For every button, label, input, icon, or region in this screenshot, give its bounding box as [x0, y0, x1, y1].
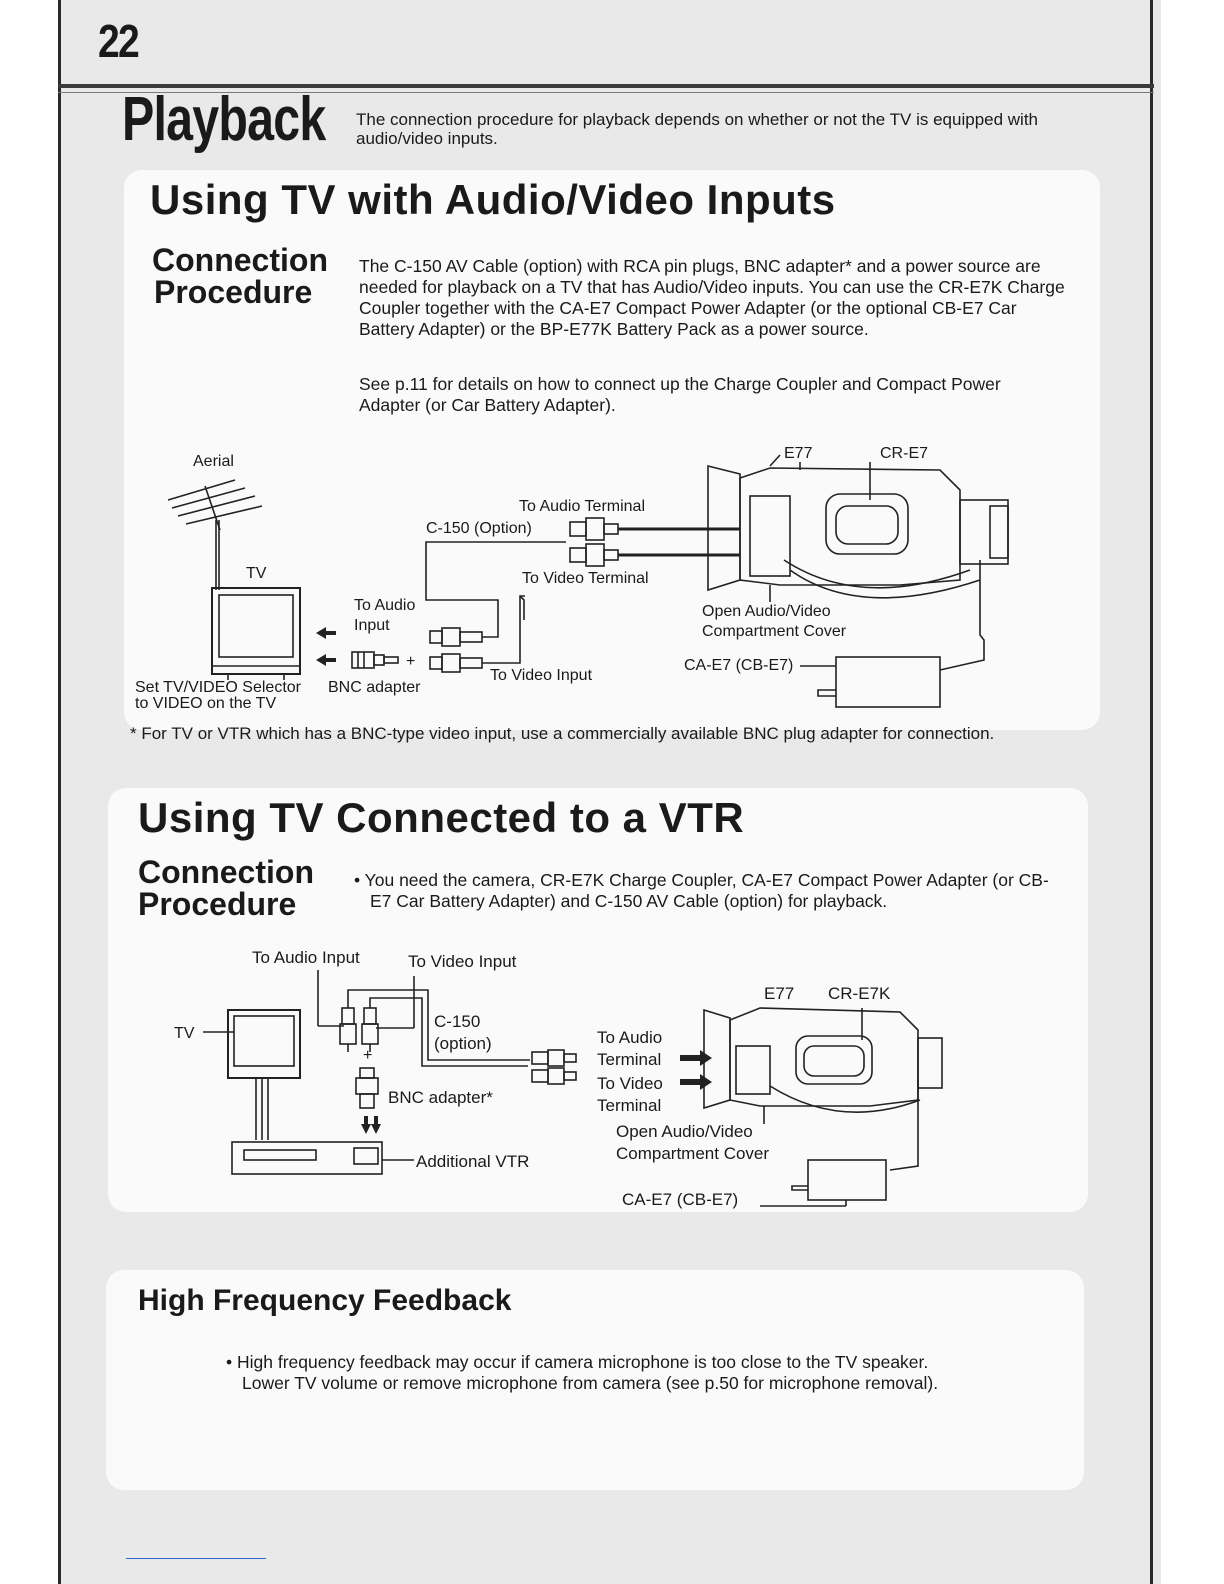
- label-vtr-open-cover-2: Compartment Cover: [616, 1144, 770, 1163]
- label-tv: TV: [246, 565, 267, 582]
- page-number: 22: [98, 15, 139, 67]
- heading-feedback: High Frequency Feedback: [138, 1284, 512, 1317]
- feedback-bullet: • High frequency feedback may occur if camera microphone is too close to the TV speaker. Lower TV volume or remove microphone from camera (see p.50 for microphone removal).: [226, 1352, 939, 1393]
- label-vtr-cr-e7k: CR-E7K: [828, 984, 891, 1003]
- label-vtr-ca-e7: CA-E7 (CB-E7): [622, 1190, 739, 1209]
- label-vtr-plus: +: [363, 1047, 373, 1064]
- label-vtr-to-video-2: Terminal: [597, 1096, 662, 1115]
- label-open-cover-2: Compartment Cover: [702, 623, 847, 640]
- av-paragraph-2: See p.11 for details on how to connect up the Charge Coupler and Compact Power Adapter (or Car Battery Adapter).: [359, 374, 1001, 415]
- label-to-video-terminal: To Video Terminal: [522, 570, 649, 587]
- page-intro: The connection procedure for playback depends on whether or not the TV is equipped with audio/video inputs.: [356, 110, 1039, 148]
- label-vtr-c150-1: C-150: [434, 1012, 481, 1031]
- power-adapter-icon: [760, 1160, 886, 1206]
- label-ca-e7: CA-E7 (CB-E7): [684, 657, 794, 674]
- label-to-audio-input-1: To Audio: [354, 597, 416, 614]
- heading-av-inputs: Using TV with Audio/Video Inputs: [150, 176, 836, 223]
- tv-icon: [203, 1010, 300, 1140]
- label-e77: E77: [784, 445, 813, 462]
- label-to-audio-terminal: To Audio Terminal: [519, 498, 645, 515]
- heading-vtr: Using TV Connected to a VTR: [138, 794, 745, 841]
- label-vtr-tv: TV: [174, 1025, 195, 1042]
- label-bnc-adapter: BNC adapter: [328, 679, 421, 696]
- label-to-audio-input-2: Input: [354, 617, 390, 634]
- label-vtr-c150-2: (option): [434, 1034, 492, 1053]
- subheading-procedure-2: Procedure: [138, 886, 297, 922]
- label-c150: C-150 (Option): [426, 520, 532, 537]
- arrow-icon: [680, 1050, 712, 1090]
- label-cr-e7: CR-E7: [880, 445, 929, 462]
- label-vtr-e77: E77: [764, 984, 795, 1003]
- label-open-cover-1: Open Audio/Video: [702, 603, 831, 620]
- label-vtr-to-audio-2: Terminal: [597, 1050, 662, 1069]
- footnote-bnc: * For TV or VTR which has a BNC-type video input, use a commercially available BNC plug adapter for connection.: [130, 724, 995, 743]
- label-plus: +: [406, 653, 416, 670]
- label-set-selector-2: to VIDEO on the TV: [135, 695, 277, 712]
- label-additional-vtr: Additional VTR: [416, 1152, 530, 1171]
- vtr-icon: [232, 1142, 414, 1174]
- av-paragraph-1: The C-150 AV Cable (option) with RCA pin plugs, BNC adapter* and a power source are needed for playback on a TV that has Audio/Video inputs. You can use the CR-E7K Charge Coupler together with the CA-E7 Compact Power Adapter (or the optional CB-E7 Car Battery Adapter) or the BP-E77K Battery Pack as a power source.: [359, 256, 1065, 339]
- subheading-connection: Connection: [152, 242, 328, 278]
- page-title: Playback: [122, 85, 326, 154]
- label-vtr-to-video-input: To Video Input: [408, 952, 517, 971]
- label-vtr-bnc: BNC adapter*: [388, 1088, 493, 1107]
- vtr-bullet: • You need the camera, CR-E7K Charge Coupler, CA-E7 Compact Power Adapter (or CB-E7 Car Battery Adapter) and C-150 AV Cable (option) for playback.: [354, 870, 1049, 911]
- rca-plug-icon: [532, 1050, 576, 1084]
- label-vtr-to-video-1: To Video: [597, 1074, 663, 1093]
- label-to-video-input: To Video Input: [490, 667, 593, 684]
- arrow-icon: [361, 1116, 381, 1134]
- label-set-selector-1: Set TV/VIDEO Selector: [135, 679, 301, 696]
- subheading-procedure: Procedure: [154, 274, 313, 310]
- label-vtr-open-cover-1: Open Audio/Video: [616, 1122, 753, 1141]
- subheading-connection-2: Connection: [138, 854, 314, 890]
- bottom-link-underline: [126, 1558, 266, 1559]
- bnc-adapter-icon: [356, 1068, 378, 1108]
- label-vtr-to-audio-input: To Audio Input: [252, 948, 360, 967]
- label-aerial: Aerial: [193, 453, 234, 470]
- label-vtr-to-audio-1: To Audio: [597, 1028, 663, 1047]
